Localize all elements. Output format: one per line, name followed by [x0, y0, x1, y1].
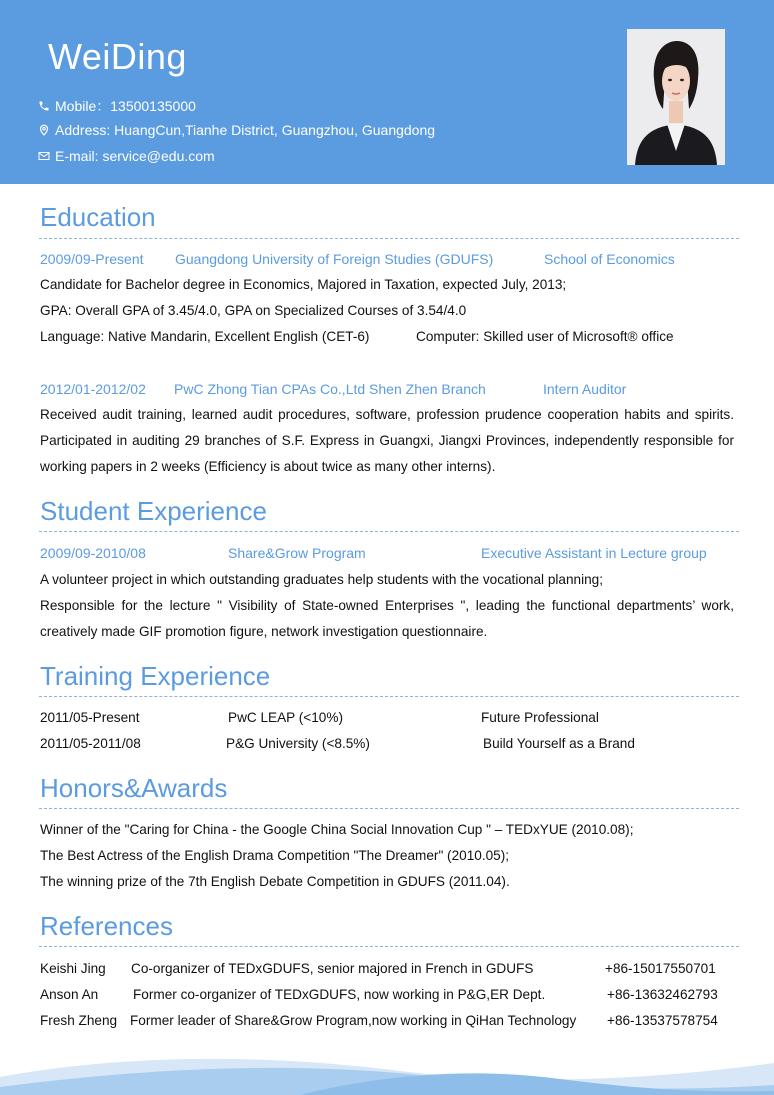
internship-company: PwC Zhong Tian CPAs Co.,Ltd Shen Zhen Branch [174, 381, 486, 397]
student-date: 2009/09-2010/08 [40, 545, 146, 561]
education-faculty: School of Economics [544, 251, 675, 267]
student-line: A volunteer project in which outstanding graduates help students with the vocational planning; [40, 572, 603, 587]
contact-address [38, 122, 435, 138]
reference-desc: Former leader of Share&Grow Program,now working in QiHan Technology [130, 1013, 577, 1028]
contact-mobile [38, 96, 196, 116]
section-divider [39, 946, 739, 947]
section-title-training-experience: Training Experience [40, 661, 271, 691]
training-desc: Future Professional [481, 710, 599, 725]
student-role: Executive Assistant in Lecture group [481, 545, 707, 561]
student-line: creatively made GIF promotion figure, network investigation questionnaire. [40, 624, 488, 639]
mobile-text: Mobile：13500135000 [55, 98, 196, 114]
education-date: 2009/09-Present [40, 251, 144, 267]
section-divider [39, 238, 739, 239]
education-gpa-line: GPA: Overall GPA of 3.45/4.0, GPA on Specialized Courses of 3.54/4.0 [40, 303, 467, 318]
internship-line: working papers in 2 weeks (Efficiency is about twice as many other interns). [40, 459, 496, 474]
email-text[interactable]: E-mail: service@edu.com [55, 148, 215, 164]
section-title-references: References [40, 911, 173, 941]
training-program: PwC LEAP (<10%) [228, 710, 343, 725]
header-banner [0, 0, 774, 184]
section-title-education: Education [40, 202, 156, 232]
education-computer: Computer: Skilled user of Microsoft® office [416, 329, 674, 344]
internship-date: 2012/01-2012/02 [40, 381, 146, 397]
footer-wave-decoration [0, 1035, 774, 1095]
section-title-honors: Honors&Awards [40, 773, 228, 803]
reference-phone: +86-13632462793 [607, 987, 718, 1002]
internship-line: Received audit training, learned audit procedures, software, profession prudence cooperation habits and spirits. [40, 407, 734, 422]
address-text: Address: HuangCun,Tianhe District, Guangzhou, Guangdong [55, 122, 436, 138]
envelope-icon [38, 150, 50, 162]
training-program: P&G University (<8.5%) [226, 736, 370, 751]
internship-line: Participated in auditing 29 branches of S.F. Express in Guangxi, Jiangxi Provinces, independently responsible for [40, 433, 734, 448]
phone-icon [38, 100, 50, 112]
reference-name: Anson An [40, 987, 99, 1002]
section-title-student-experience: Student Experience [40, 496, 267, 526]
honor-item: The Best Actress of the English Drama Competition "The Dreamer" (2010.05); [40, 848, 510, 863]
reference-name: Fresh Zheng [40, 1013, 118, 1028]
reference-phone: +86-13537578754 [607, 1013, 718, 1028]
honor-item: The winning prize of the 7th English Debate Competition in GDUFS (2011.04). [40, 874, 510, 889]
reference-desc: Former co-organizer of TEDxGDUFS, now working in P&G,ER Dept. [133, 987, 546, 1002]
reference-phone: +86-15017550701 [605, 961, 716, 976]
student-program: Share&Grow Program [228, 545, 366, 561]
reference-name: Keishi Jing [40, 961, 106, 976]
location-pin-icon [38, 124, 50, 136]
education-degree-line: Candidate for Bachelor degree in Economics, Majored in Taxation, expected July, 2013; [40, 277, 567, 292]
education-language: Language: Native Mandarin, Excellent English (CET-6) [40, 329, 370, 344]
section-divider [39, 808, 739, 809]
training-date: 2011/05-Present [40, 710, 140, 725]
profile-photo [627, 29, 725, 165]
honor-item: Winner of the "Caring for China - the Google China Social Innovation Cup " – TEDxYUE (2010.08); [40, 822, 634, 837]
reference-desc: Co-organizer of TEDxGDUFS, senior majored in French in GDUFS [131, 961, 534, 976]
contact-email [38, 148, 215, 164]
section-divider [39, 531, 739, 532]
education-school: Guangdong University of Foreign Studies (GDUFS) [175, 251, 494, 267]
internship-role: Intern Auditor [543, 381, 627, 397]
candidate-name: WeiDing [48, 36, 187, 77]
student-line: Responsible for the lecture " Visibility of State-owned Enterprises ", leading the functional departments’ work, [40, 598, 734, 613]
training-date: 2011/05-2011/08 [40, 736, 141, 751]
training-desc: Build Yourself as a Brand [483, 736, 635, 751]
section-divider [39, 696, 739, 697]
